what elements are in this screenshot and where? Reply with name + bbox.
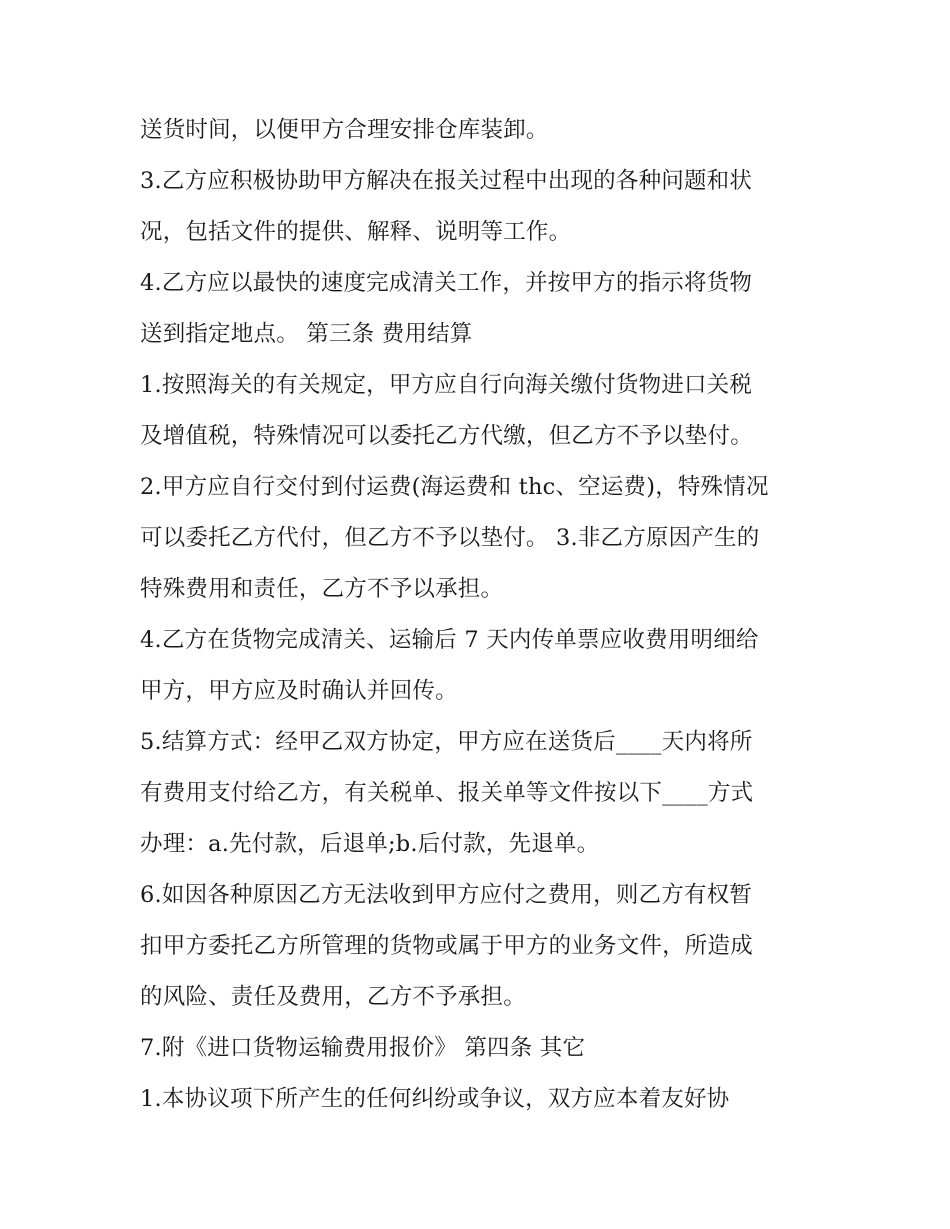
text-line: 1.按照海关的有关规定，甲方应自行向海关缴付货物进口关税 xyxy=(140,372,753,398)
text-line: 及增值税，特殊情况可以委托乙方代缴，但乙方不予以垫付。 xyxy=(140,423,753,449)
text-line: 有费用支付给乙方，有关税单、报关单等文件按以下____方式 xyxy=(140,780,754,806)
text-line: 的风险、责任及费用，乙方不予承担。 xyxy=(140,984,526,1010)
document-body xyxy=(140,105,820,1125)
text-line: 可以委托乙方代付，但乙方不予以垫付。 3.非乙方原因产生的 xyxy=(140,525,760,551)
text-line: 4.乙方在货物完成清关、运输后 7 天内传单票应收费用明细给 xyxy=(140,627,759,653)
text-line: 送到指定地点。 第三条 费用结算 xyxy=(140,321,473,347)
text-line: 1.本协议项下所产生的任何纠纷或争议，双方应本着友好协 xyxy=(140,1086,730,1112)
text-line: 7.附《进口货物运输费用报价》 第四条 其它 xyxy=(140,1035,586,1061)
text-line: 扣甲方委托乙方所管理的货物或属于甲方的业务文件，所造成 xyxy=(140,933,753,959)
text-line: 6.如因各种原因乙方无法收到甲方应付之费用，则乙方有权暂 xyxy=(140,882,753,908)
text-line: 况，包括文件的提供、解释、说明等工作。 xyxy=(140,219,572,245)
text-line: 3.乙方应积极协助甲方解决在报关过程中出现的各种问题和状 xyxy=(140,168,753,194)
text-line: 特殊费用和责任，乙方不予以承担。 xyxy=(140,576,504,602)
text-line: 办理：a.先付款，后退单;b.后付款，先退单。 xyxy=(140,831,600,857)
text-line: 2.甲方应自行交付到付运费(海运费和 thc、空运费)，特殊情况 xyxy=(140,474,769,500)
text-line: 送货时间，以便甲方合理安排仓库装卸。 xyxy=(140,117,549,143)
text-line: 甲方，甲方应及时确认并回传。 xyxy=(140,678,458,704)
text-line: 5.结算方式：经甲乙双方协定，甲方应在送货后____天内将所 xyxy=(140,729,753,755)
text-line: 4.乙方应以最快的速度完成清关工作，并按甲方的指示将货物 xyxy=(140,270,753,296)
